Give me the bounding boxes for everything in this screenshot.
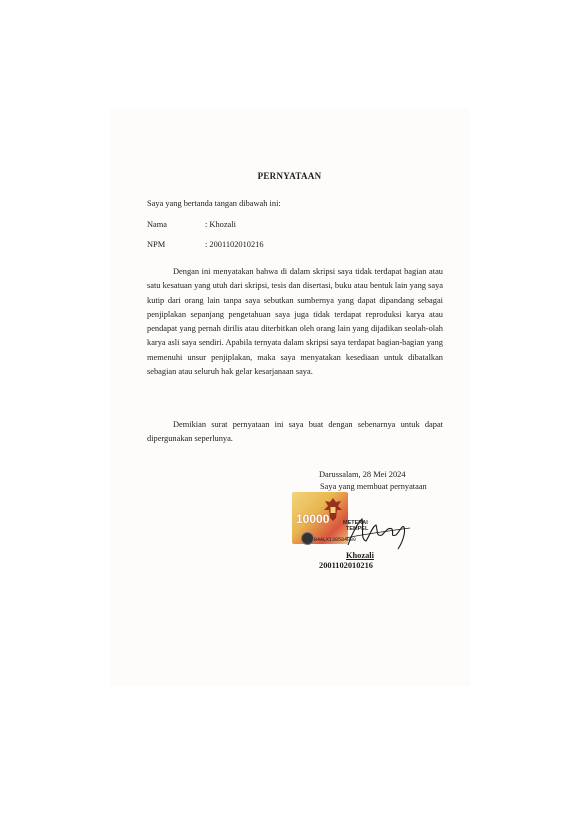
stamp-label-top: METERAI (343, 520, 368, 526)
name-label: Nama (147, 220, 167, 229)
stamp-seal-icon (301, 532, 314, 545)
place-date: Darussalam, 28 Mei 2024 (319, 470, 406, 479)
npm-value: : 2001102010216 (205, 240, 264, 249)
statement-paragraph: Dengan ini menyatakan bahwa di dalam skripsi saya tidak terdapat bagian atau satu kesatuan yang utuh dari skripsi, tesis dan disertasi, buku atau bentuk lain yang saya kutip dari orang lain tanpa saya sebutkan sumbernya yang dapat dipandang sebagai penjiplakan sepanjang pengetahuan saya juga tidak terdapat reproduksi karya atau pendapat yang pernah dirilis atau diterbitkan oleh orang lain yang dijadikan seolah-olah karya asli saya sendiri. Apabila ternyata dalam skripsi saya terdapat bagian-bagian yang memenuhi unsur penjiplakan, maka saya menyatakan kesediaan untuk dibatalkan sebagian atau seluruh hak gelar kesarjanaan saya. (147, 267, 443, 377)
name-value: : Khozali (205, 220, 236, 229)
signature-scribble (340, 505, 415, 553)
maker-line: Saya yang membuat pernyataan (320, 482, 427, 491)
signer-npm: 2001102010216 (319, 561, 373, 570)
document-title: PERNYATAAN (257, 171, 322, 181)
closing-paragraph: Demikian surat pernyataan ini saya buat dengan sebenarnya untuk dapat dipergunakan seperlunya. (147, 420, 443, 444)
stamp-label-bottom: TEMPEL (346, 526, 369, 532)
stamp-value: 10000 (296, 512, 330, 526)
npm-label: NPM (147, 240, 166, 249)
intro-text: Saya yang bertanda tangan dibawah ini: (147, 199, 281, 208)
document-page (110, 108, 470, 686)
signer-name: Khozali (346, 551, 374, 560)
stamp-code: B4ALX130584080 (314, 537, 357, 543)
